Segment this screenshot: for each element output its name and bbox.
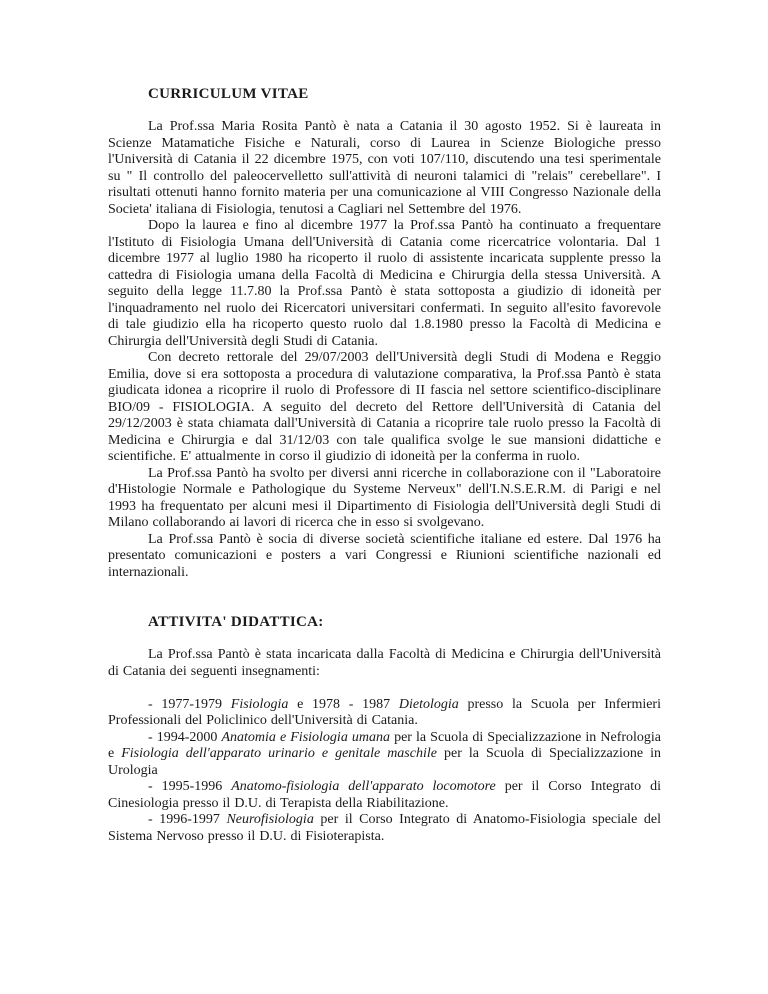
section-heading: ATTIVITA' DIDATTICA: xyxy=(148,614,324,630)
text-run: - 1995-1996 xyxy=(148,779,232,794)
blank-line xyxy=(108,103,661,120)
text-run: La Prof.ssa Pantò ha svolto per diversi anni ricerche in collaborazione con il "Laboratoire d'Histologie Normale e Pathologique du Systeme Nerveux" dell'I.N.S.E.R.M. di Parigi e nel 1993 ha frequentato per alcuni mesi il Dipartimento di Fisiologia dell'Università degli Studi di Milano collaborando ai lavori di ricerca che in esso si svolgevano. xyxy=(108,465,661,530)
text-run: - 1994-2000 xyxy=(148,729,222,745)
document-body xyxy=(108,86,661,845)
paragraph xyxy=(108,119,661,218)
text-run: per il Corso Integrato di Anatomo-Fisiologia speciale del Sistema Nervoso presso il D.U. di Fisioterapista. xyxy=(108,812,661,844)
list-item-paragraph xyxy=(108,697,661,730)
italic-text-run: Neurofisiologia xyxy=(226,812,314,827)
blank-line xyxy=(108,581,661,598)
text-run: per la Scuola di Specializzazione in Nefrologia e xyxy=(108,729,662,761)
list-item-paragraph xyxy=(108,779,661,812)
italic-text-run: Fisiologia xyxy=(230,696,289,712)
italic-text-run: Dietologia xyxy=(398,696,459,712)
paragraph xyxy=(108,647,661,680)
text-run: - 1977-1979 xyxy=(148,696,231,712)
list-item-paragraph xyxy=(108,812,661,845)
text-run: e 1978 - 1987 xyxy=(288,696,399,712)
text-run: per la Scuola di Specializzazione in Urologia xyxy=(108,746,661,778)
text-run: presso la Scuola per Infermieri Professionali del Policlinico dell'Università di Catania. xyxy=(108,696,661,728)
document-title: CURRICULUM VITAE xyxy=(148,86,309,102)
text-run: Con decreto rettorale del 29/07/2003 dell'Università degli Studi di Modena e Reggio Emilia, dove si era sottoposta a procedura di valutazione comparativa, la Prof.ssa Pantò è stata giudicata idonea a ricoprire il ruolo di Professore di II fascia nel settore scientifico-disciplinare BIO/09 - FISIOLOGIA. A seguito del decreto del Rettore dell'Università di Catania del 29/12/2003 è stata chiamata dall'Università di Catania a ricoprire tale ruolo presso la Facoltà di Medicina e Chirurgia e dal 31/12/03 con tale qualifica svolge le sue mansioni didattiche e scientifiche. E' attualmente in corso il giudizio di idoneità per la conferma in ruolo. xyxy=(108,350,661,464)
paragraph xyxy=(108,218,661,350)
text-run: La Prof.ssa Pantò è socia di diverse società scientifiche italiane ed estere. Dal 1976 ha presentato comunicazioni e posters a vari Congressi e Riunioni scientifiche nazionali ed internazionali. xyxy=(108,531,661,580)
italic-text-run: Anatomo-fisiologia dell'apparato locomotore xyxy=(231,779,496,794)
italic-text-run: Anatomia e Fisiologia umana xyxy=(221,729,390,745)
blank-line xyxy=(108,680,661,697)
paragraph xyxy=(108,532,661,582)
list-item-paragraph xyxy=(108,730,661,780)
paragraph xyxy=(108,466,661,532)
blank-line xyxy=(108,631,661,648)
italic-text-run: Fisiologia dell'apparato urinario e genitale maschile xyxy=(121,746,437,761)
text-run: per il Corso Integrato di Cinesiologia presso il D.U. di Terapista della Riabilitazione. xyxy=(108,779,661,811)
paragraph xyxy=(108,350,661,466)
text-run: Dopo la laurea e fino al dicembre 1977 la Prof.ssa Pantò ha continuato a frequentare l'Istituto di Fisiologia Umana dell'Università di Catania come ricercatrice volontaria. Dal 1 dicembre 1977 al luglio 1980 ha ricoperto il ruolo di assistente incaricata supplente presso la cattedra di Fisiologia umana della Facoltà di Medicina e Chirurgia della stessa Università. A seguito della legge 11.7.80 la Prof.ssa Pantò è stata sottoposta a giudizio di idoneità per l'inquadramento nel ruolo dei Ricercatori universitari confermati. In seguito all'esito favorevole di tale giudizio ella ha ricoperto questo ruolo dal 1.8.1980 presso la Facoltà di Medicina e Chirurgia dell'Università degli Studi di Catania. xyxy=(108,218,661,349)
text-run: La Prof.ssa Pantò è stata incaricata dalla Facoltà di Medicina e Chirurgia dell'Università di Catania dei seguenti insegnamenti: xyxy=(108,647,661,679)
text-run: - 1996-1997 xyxy=(148,812,227,827)
blank-line xyxy=(108,598,661,615)
text-run: La Prof.ssa Maria Rosita Pantò è nata a Catania il 30 agosto 1952. Si è laureata in Scienze Matamatiche Fisiche e Naturali, corso di Laurea in Scienze Biologiche presso l'Università di Catania il 22 dicembre 1975, con voti 107/110, discutendo una tesi sperimentale su " Il controllo del paleocervelletto sull'attività di neuroni talamici di "relais" cerebellare". I risultati ottenuti hanno fornito materia per una comunicazione al VIII Congresso Nazionale della Societa' italiana di Fisiologia, tenutosi a Cagliari nel Settembre del 1976. xyxy=(108,119,661,217)
